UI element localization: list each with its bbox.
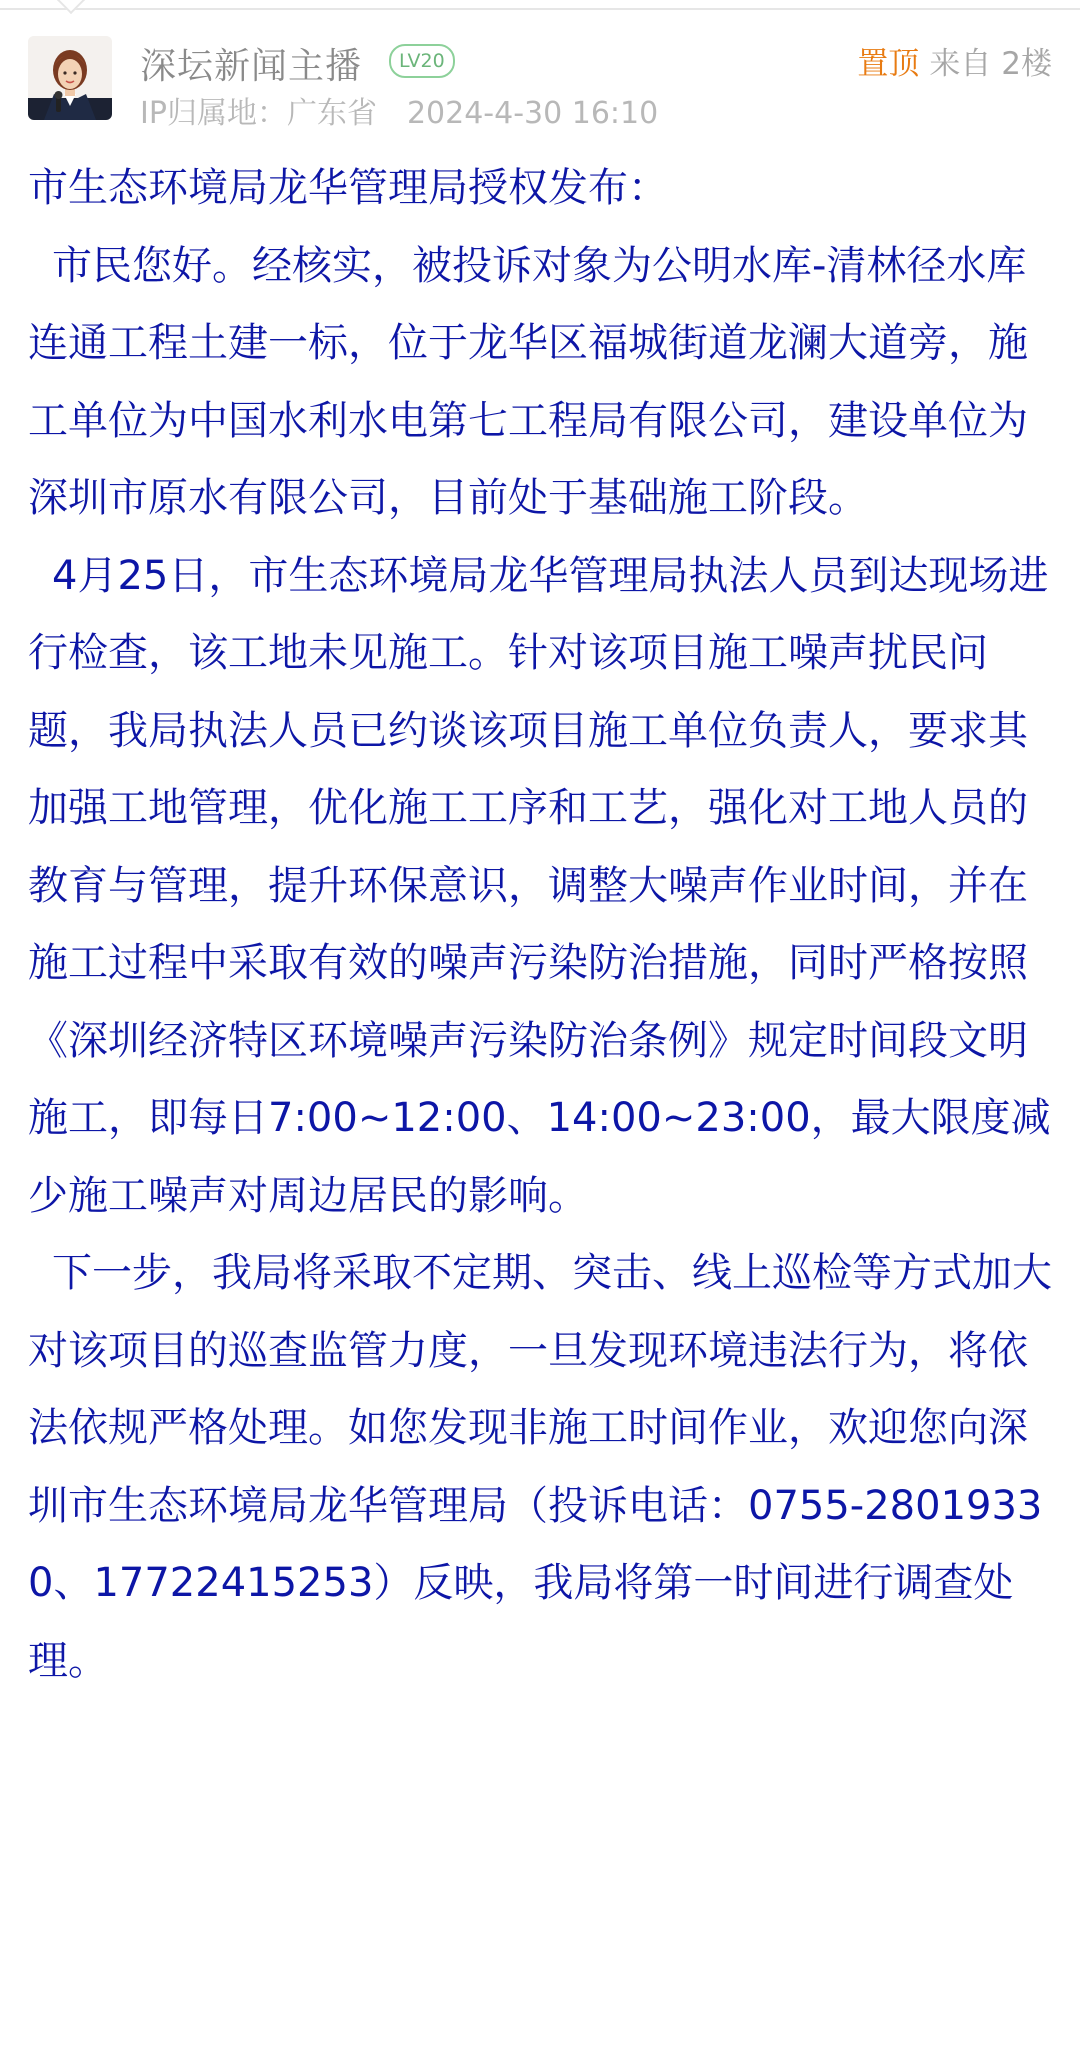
- ip-location: IP归属地：广东省: [140, 96, 377, 131]
- reply-top-divider: [0, 0, 1080, 10]
- news-anchor-avatar-icon[interactable]: [28, 36, 112, 120]
- quote-arrow: [55, 0, 85, 20]
- post-paragraph: 下一步，我局将采取不定期、突击、线上巡检等方式加大对该项目的巡查监管力度，一旦发现环境违法行为，将依法依规严格处理。如您发现非施工时间作业，欢迎您向深圳市生态环境局龙华管理局（投诉电话：0755-28019330、17722415253）反映，我局将第一时间进行调查处理。: [28, 1250, 1052, 1684]
- floor-label: 来自 2楼: [929, 46, 1052, 82]
- post-meta: [140, 88, 658, 132]
- author-name[interactable]: 深坛新闻主播: [140, 46, 363, 87]
- level-badge: LV20: [389, 44, 455, 78]
- post-status: [857, 38, 1052, 83]
- post-paragraph: 市民您好。经核实，被投诉对象为公明水库-清林径水库连通工程土建一标，位于龙华区福城街道龙澜大道旁，施工单位为中国水利水电第七工程局有限公司，建设单位为深圳市原水有限公司，目前处于基础施工阶段。: [28, 242, 1028, 521]
- post-paragraph: 市生态环境局龙华管理局授权发布：: [28, 165, 668, 211]
- post-header: [0, 26, 1080, 136]
- post-timestamp: 2024-4-30 16:10: [406, 96, 659, 131]
- post-paragraph: 4月25日，市生态环境局龙华管理局执法人员到达现场进行检查，该工地未见施工。针对该项目施工噪声扰民问题，我局执法人员已约谈该项目施工单位负责人，要求其加强工地管理，优化施工工序和工艺，强化对工地人员的教育与管理，提升环保意识，调整大噪声作业时间，并在施工过程中采取有效的噪声污染防治措施，同时严格按照《深圳经济特区环境噪声污染防治条例》规定时间段文明施工，即每日7:00~12:00、14:00~23:00，最大限度减少施工噪声对周边居民的影响。: [28, 552, 1051, 1219]
- post-body: [28, 150, 1058, 1700]
- pinned-label: 置顶: [857, 46, 920, 82]
